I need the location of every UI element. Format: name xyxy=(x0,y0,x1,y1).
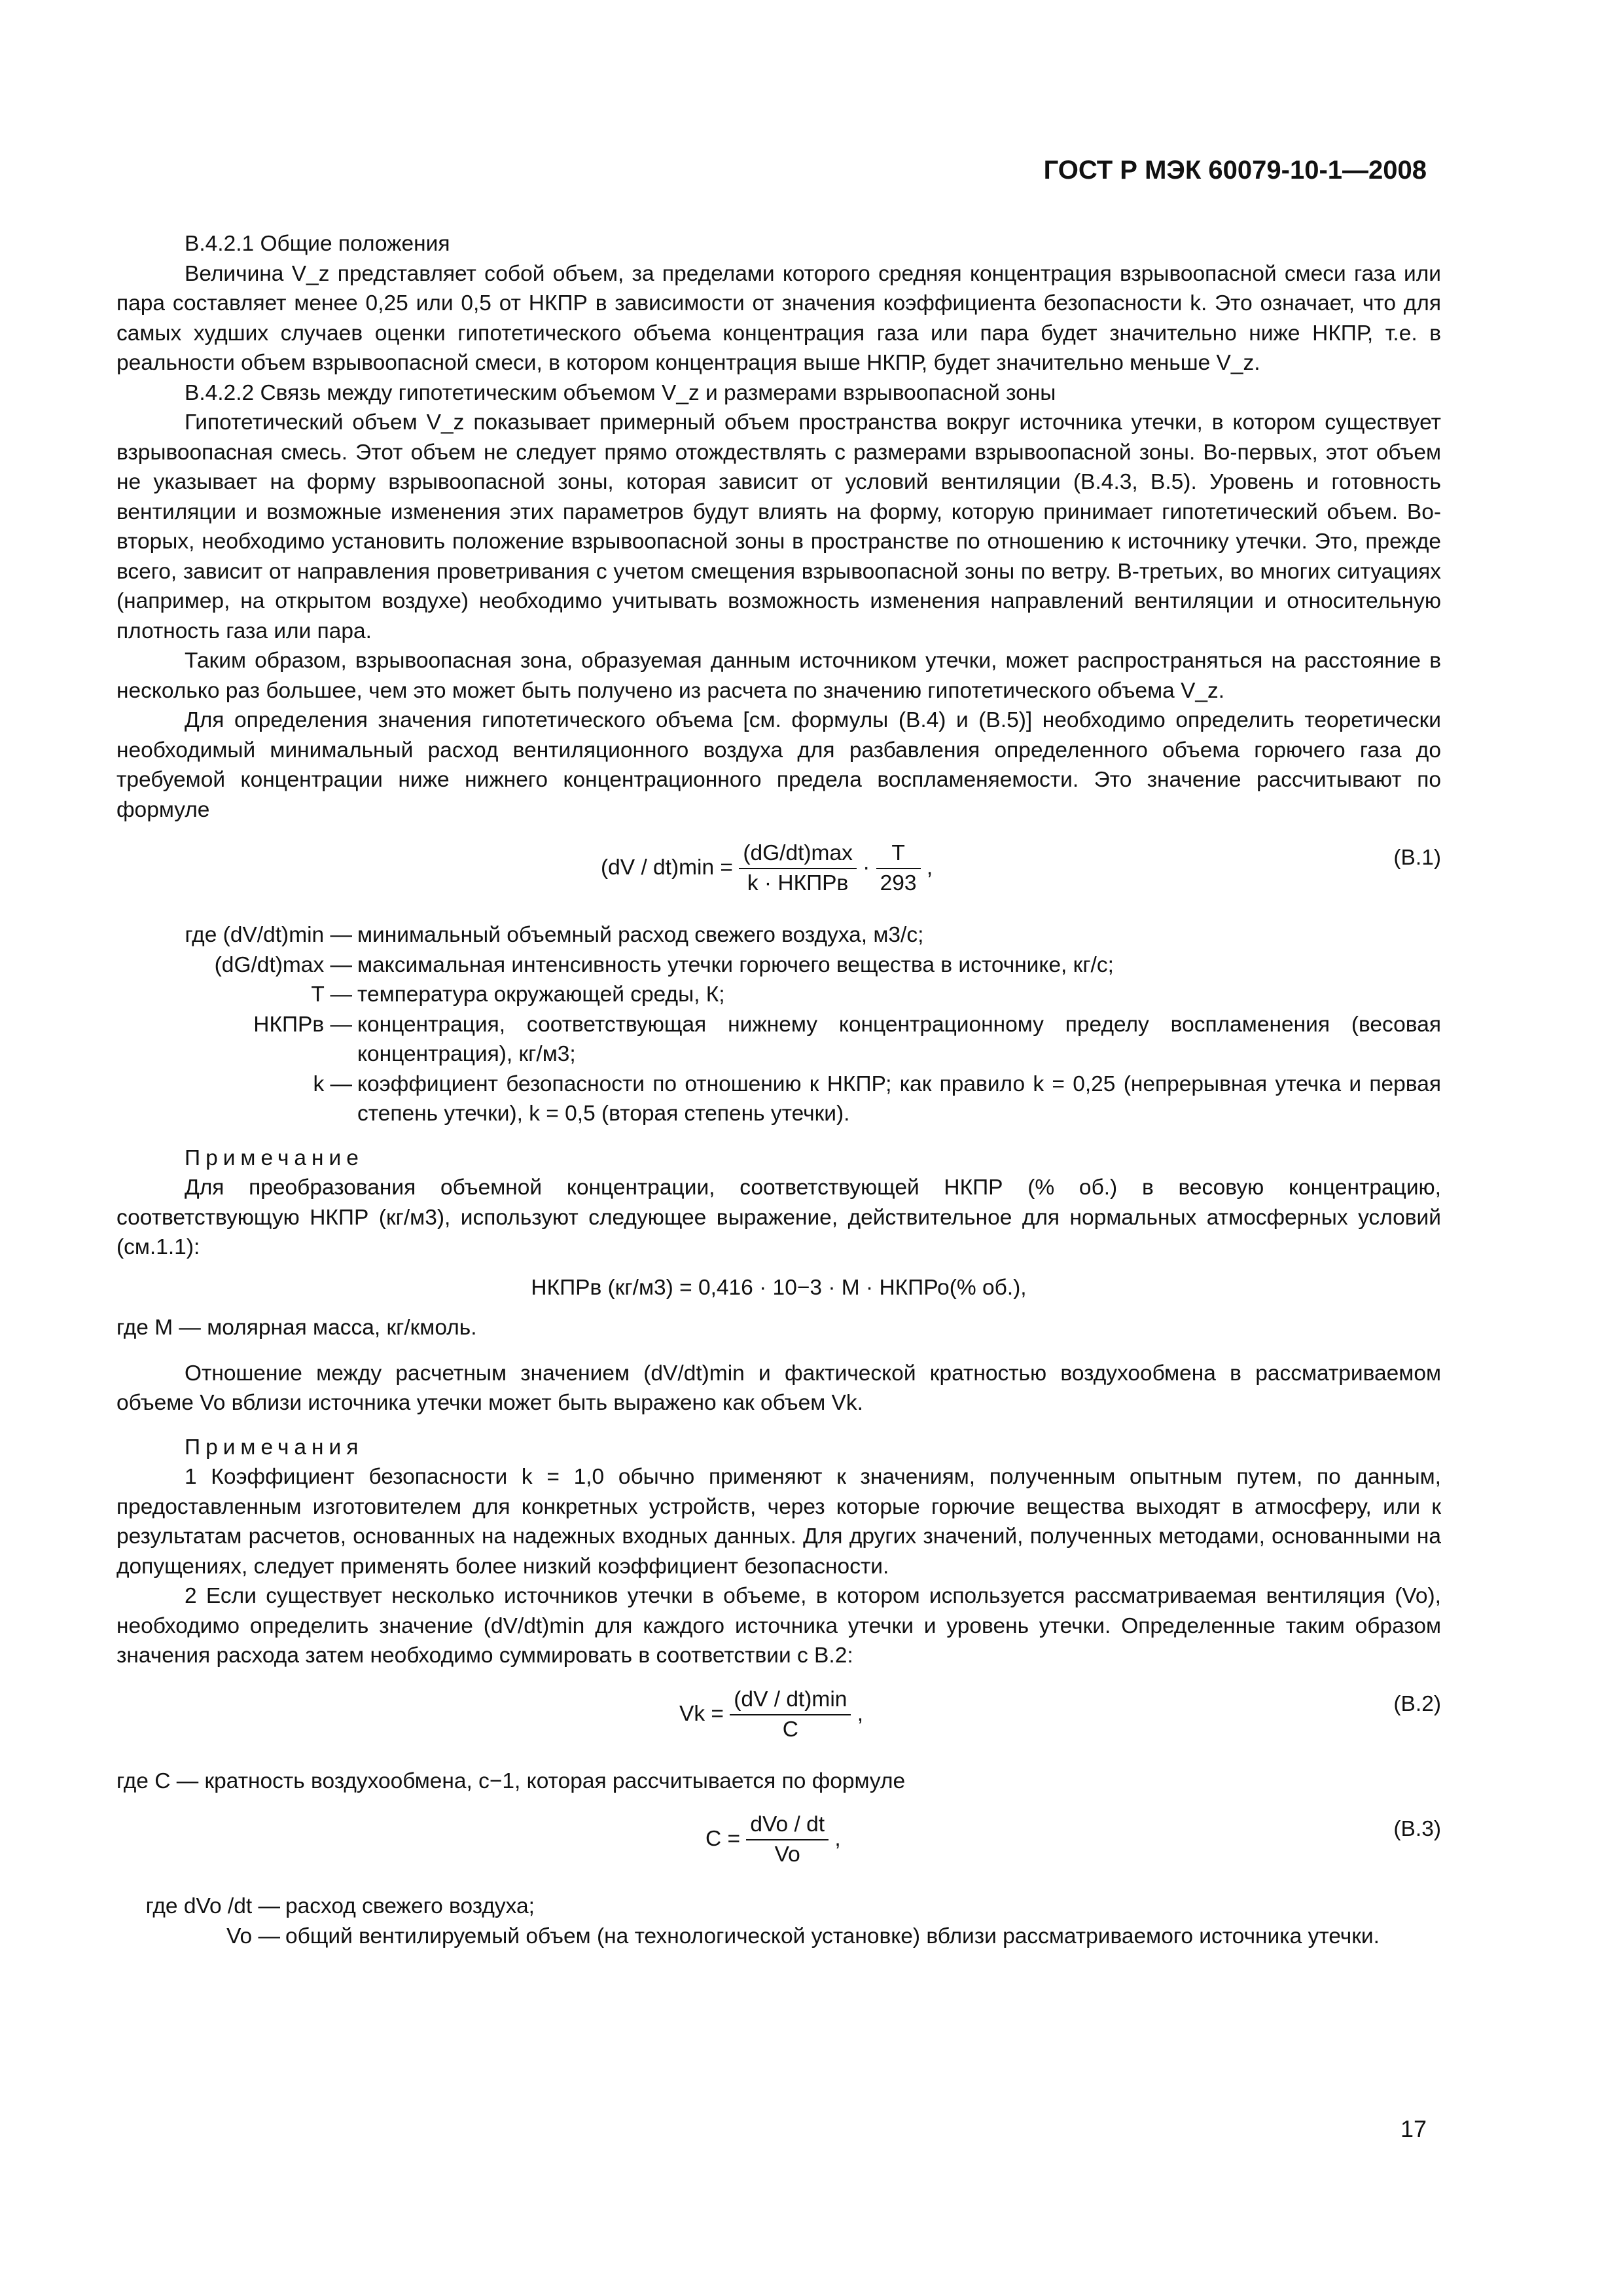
formula-b2-number: (В.2) xyxy=(1393,1691,1441,1716)
formula-b1-lhs: (dV / dt)min = xyxy=(601,855,733,880)
formula-b3: C = $\frac{\text{dVo / dt}}{Vo}$ , (В.3) xyxy=(116,1810,1441,1876)
def-term: Vo — xyxy=(226,1924,280,1948)
paragraph-zone-extent: Таким образом, взрывоопасная зона, образуемая данным источником утечки, может распространяться на расстояние в несколько раз большее, чем это может быть получено из расчета по значению гипотетического объема V_z. xyxy=(116,649,1441,703)
def-term: где dVo /dt — xyxy=(145,1894,280,1918)
formula-b3-denominator: Vo xyxy=(774,1842,800,1867)
section-heading-b422: В.4.2.2 Связь между гипотетическим объемом V_z и размерами взрывоопасной зоны xyxy=(185,380,1056,405)
document-code-header: ГОСТ Р МЭК 60079-10-1—2008 xyxy=(1043,156,1427,185)
def-text: минимальный объемный расход свежего воздуха, м3/с; xyxy=(357,923,924,947)
def-term: T — xyxy=(311,982,352,1007)
formula-b2: Vk = $\frac{(dV / dt)\min}{C}$ , (В.2) xyxy=(116,1685,1441,1751)
formula-b1-fraction-2 xyxy=(876,839,921,898)
formula-b2-numerator: (dV / dt)min xyxy=(730,1685,851,1715)
paragraph-min-ventilation: Для определения значения гипотетического объема [см. формулы (В.4) и (В.5)] необходимо определить теоретически необходимый минимальный расход вентиляционного воздуха для разбавления определенного объема горючего газа до требуемой концентрации ниже нижнего концентрационного предела воспламеняемости. Это значение рассчитывают по формуле xyxy=(116,708,1441,822)
def-text: расход свежего воздуха; xyxy=(285,1894,535,1918)
def-text: максимальная интенсивность утечки горючего вещества в источнике, кг/с; xyxy=(357,952,1114,977)
def-text: концентрация, соответствующая нижнему концентрационному пределу воспламенения (весовая концентрация), кг/м3; xyxy=(357,1012,1441,1066)
note-text-mass-conversion: Для преобразования объемной концентрации, соответствующей НКПР (% об.) в весовую концентрацию, соответствующую НКПР (кг/м3), используют следующее выражение, действительное для нормальных атмосферных условий (см.1.1): xyxy=(116,1175,1441,1259)
def-text: температура окружающей среды, К; xyxy=(357,982,725,1007)
formula-mass-concentration: НКПРв (кг/м3) = 0,416 · 10−3 · М · НКПРо(% об.), xyxy=(531,1275,1027,1300)
note-heading: Примечание xyxy=(185,1145,364,1170)
formula-b1-denominator-2: 293 xyxy=(880,871,917,895)
paragraph-ratio: Отношение между расчетным значением (dV/dt)min и фактической кратностью воздухообмена в рассматриваемом объеме Vo вблизи источника утечки может быть выражено как объем Vk. xyxy=(116,1361,1441,1415)
formula-b2-fraction xyxy=(730,1685,851,1744)
where-c-definition: где C — кратность воздухообмена, с−1, которая рассчитывается по формуле xyxy=(116,1768,906,1793)
paragraph-vz-definition: Величина V_z представляет собой объем, за пределами которого средняя концентрация взрывоопасной смеси газа или пара составляет менее 0,25 или 0,5 от НКПР в зависимости от значения коэффициента безопасности k. Это означает, что для самых худших случаев оценки гипотетического объема концентрация газа или пара будет значительно ниже НКПР, т.е. в реальности объем взрывоопасной смеси, в котором концентрация выше НКПР, будет значительно меньше V_z. xyxy=(116,261,1441,375)
def-term: где (dV/dt)min — xyxy=(185,923,352,947)
document-body xyxy=(116,229,1441,1951)
formula-b1-numerator-2: T xyxy=(876,839,921,869)
formula-b3-fraction xyxy=(746,1810,829,1869)
formula-b2-denominator: C xyxy=(782,1717,798,1742)
formula-b3-numerator: dVo / dt xyxy=(746,1810,829,1840)
paragraph-hypothetical-volume: Гипотетический объем V_z показывает примерный объем пространства вокруг источника утечки, в котором существует взрывоопасная смесь. Этот объем не следует прямо отождествлять с размерами взрывоопасной зоны. Во-первых, этот объем не указывает на форму взрывоопасной зоны, которая зависит от условий вентиляции (В.4.3, В.5). Уровень и готовность вентиляции и возможные изменения этих параметров будут влиять на форму, которую принимает гипотетический объем. Во-вторых, необходимо установить положение взрывоопасной зоны в пространстве по отношению к источнику утечки. Это, прежде всего, зависит от направления проветривания с учетом смещения взрывоопасной зоны по ветру. В-третьих, во многих ситуациях (например, на открытом воздухе) необходимо учитывать возможность изменения направлений вентиляции и относительную плотность газа или пара. xyxy=(116,410,1441,643)
formula-b2-lhs: Vk = xyxy=(679,1701,724,1726)
formula-b3-lhs: C = xyxy=(705,1826,741,1851)
note-item-1: 1 Коэффициент безопасности k = 1,0 обычно применяют к значениям, полученным опытным путем, по данным, предоставленным изготовителем для конкретных устройств, через которые горючие вещества выходят в атмосферу, или к результатам расчетов, основанных на надежных входных данных. Для других значений, полученных методами, основанными на допущениях, следует применять более низкий коэффициент безопасности. xyxy=(116,1465,1441,1579)
section-heading-b421: В.4.2.1 Общие положения xyxy=(185,232,450,256)
formula-b1: (dV / dt)min = $\frac{(dG/dt)\max}{\text{k · НКПРв}}$ · $\frac{T}{293}$ , (В.1) xyxy=(116,839,1441,905)
formula-b1-numerator-1: (dG/dt)max xyxy=(739,839,857,869)
def-text: коэффициент безопасности по отношению к НКПР; как правило k = 0,25 (непрерывная утечка и первая степень утечки), k = 0,5 (вторая степень утечки). xyxy=(357,1071,1441,1126)
note-item-2: 2 Если существует несколько источников утечки в объеме, в котором используется рассматриваемая вентиляция (Vo), необходимо определить значение (dV/dt)min для каждого источника утечки и уровень утечки. Определенные таким образом значения расхода затем необходимо суммировать в соответствии с В.2: xyxy=(116,1584,1441,1668)
def-text: общий вентилируемый объем (на технологической установке) вблизи рассматриваемого источника утечки. xyxy=(285,1924,1380,1948)
def-term: (dG/dt)max — xyxy=(214,952,352,977)
note-where-molar-mass: где М — молярная масса, кг/кмоль. xyxy=(116,1316,477,1340)
page-number: 17 xyxy=(1400,2115,1427,2142)
formula-b1-number: (В.1) xyxy=(1393,846,1441,870)
formula-b3-number: (В.3) xyxy=(1393,1817,1441,1841)
definitions-b3 xyxy=(116,1892,1441,1951)
notes-heading: Примечания xyxy=(185,1435,364,1460)
formula-b1-fraction-1 xyxy=(739,839,857,898)
def-term: k — xyxy=(313,1071,352,1096)
definitions-b1 xyxy=(116,920,1441,1129)
formula-b1-denominator-1: k · НКПРв xyxy=(747,871,849,895)
def-term: НКПРв — xyxy=(253,1012,352,1037)
